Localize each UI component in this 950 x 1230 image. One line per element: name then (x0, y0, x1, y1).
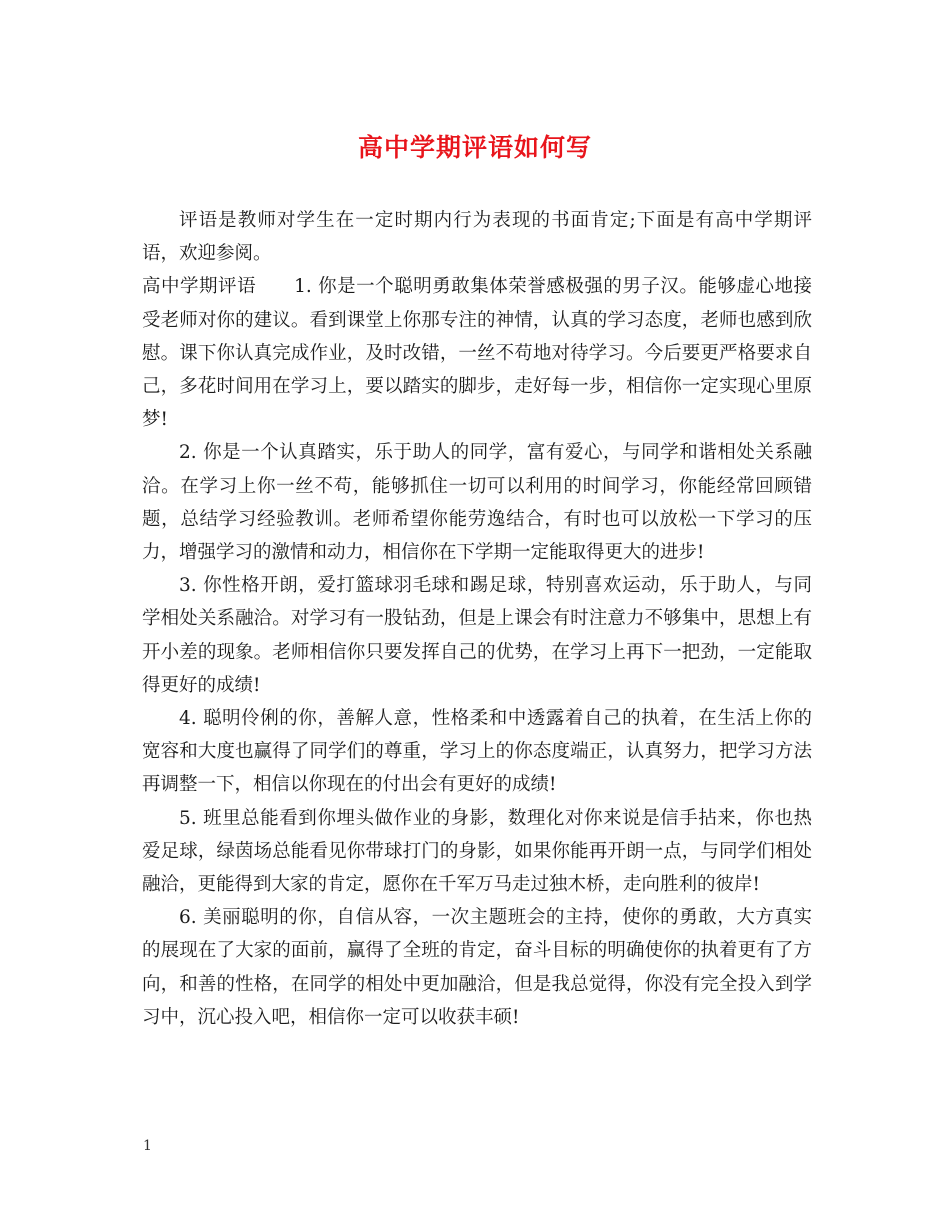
item-text-1: 1. 你是一个聪明勇敢集体荣誉感极强的男子汉。能够虚心地接受老师对你的建议。看到课堂上你那专注的神情，认真的学习态度，老师也感到欣慰。课下你认真完成作业，及时改错，一丝不苟地对待学习。今后要更严格要求自己，多花时间用在学习上，要以踏实的脚步，走好每一步，相信你一定实现心里原梦! (142, 276, 812, 431)
intro-paragraph: 评语是教师对学生在一定时期内行为表现的书面肯定;下面是有高中学期评语，欢迎参阅。 (142, 210, 812, 265)
item-paragraph-1 (142, 270, 812, 436)
document-body (142, 204, 812, 1034)
item-paragraph-4: 4. 聪明伶俐的你，善解人意，性格柔和中透露着自己的执着，在生活上你的宽容和大度也赢得了同学们的尊重，学习上的你态度端正，认真努力，把学习方法再调整一下，相信以你现在的付出会有更好的成绩! (142, 708, 812, 796)
page-number: 1 (143, 1138, 152, 1154)
document-title: 高中学期评语如何写 (357, 133, 592, 162)
item-paragraph-6: 6. 美丽聪明的你，自信从容，一次主题班会的主持，使你的勇敢，大方真实的展现在了大家的面前，赢得了全班的肯定，奋斗目标的明确使你的执着更有了方向，和善的性格，在同学的相处中更加融洽，但是我总觉得，你没有完全投入到学习中，沉心投入吧，相信你一定可以收获丰硕! (142, 907, 812, 1028)
item-paragraph-5: 5. 班里总能看到你埋头做作业的身影，数理化对你来说是信手拈来，你也热爱足球，绿茵场总能看见你带球打门的身影，如果你能再开朗一点，与同学们相处融洽，更能得到大家的肯定，愿你在千军万马走过独木桥，走向胜利的彼岸! (142, 807, 812, 896)
item-paragraph-2: 2. 你是一个认真踏实，乐于助人的同学，富有爱心，与同学和谐相处关系融洽。在学习上你一丝不苟，能够抓住一切可以利用的时间学习，你能经常回顾错题，总结学习经验教训。老师希望你能劳逸结合，有时也可以放松一下学习的压力，增强学习的激情和动力，相信你在下学期一定能取得更大的进步! (142, 442, 812, 564)
item-paragraph-3: 3. 你性格开朗，爱打篮球羽毛球和踢足球，特别喜欢运动，乐于助人，与同学相处关系融洽。对学习有一股钻劲，但是上课会有时注意力不够集中，思想上有开小差的现象。老师相信你只要发挥自己的优势，在学习上再下一把劲，一定能取得更好的成绩! (142, 575, 812, 696)
section-label: 高中学期评语 (142, 276, 257, 298)
